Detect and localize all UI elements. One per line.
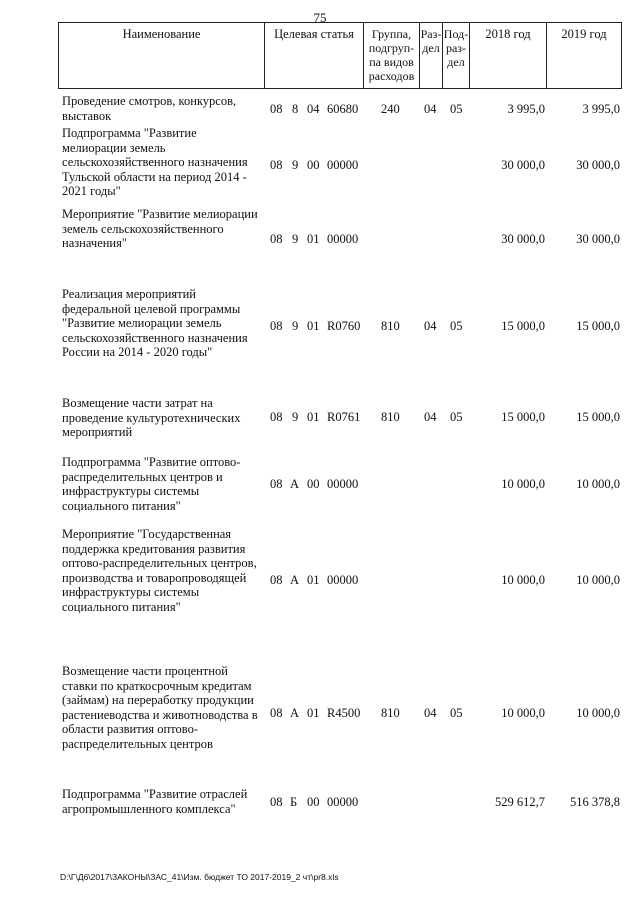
code-3: 04 [307, 102, 320, 116]
header-group: Группа, подгруп-па видов расходов [363, 22, 420, 89]
code-4: R4500 [327, 706, 361, 720]
code-4: 00000 [327, 573, 359, 587]
row-name: Мероприятие "Развитие мелиорации земель сельскохозяйственного назначения" [62, 207, 258, 250]
value-2019: 10 000,0 [576, 573, 620, 587]
code-4: 00000 [327, 158, 359, 172]
row-name: Подпрограмма "Развитие мелиорации земель сельскохозяйственного назначения Тульской области на период 2014 - 2021 годы" [62, 126, 248, 198]
row-name: Реализация мероприятий федеральной целевой программы "Развитие мелиорации земель сельскохозяйственного назначения России на 2014 - 2020 годы" [62, 287, 248, 359]
value-2019: 516 378,8 [570, 795, 620, 809]
code-2: 9 [292, 410, 299, 424]
code-1: 08 [270, 319, 283, 333]
podrazdel-code: 05 [450, 319, 463, 333]
code-1: 08 [270, 573, 283, 587]
code-3: 01 [307, 573, 320, 587]
value-2018: 15 000,0 [501, 410, 545, 424]
value-2018: 10 000,0 [501, 477, 545, 491]
podrazdel-code: 05 [450, 410, 463, 424]
file-path-footer: D:\Г\Д6\2017\ЗАКОНЫ\ЗАС_41\Изм. бюджет ТО 2017-2019_2 чт\pr8.xls [60, 872, 339, 882]
group-code: 810 [381, 319, 400, 333]
code-2: 8 [292, 102, 299, 116]
value-2019: 10 000,0 [576, 477, 620, 491]
row-name: Возмещение части затрат на проведение культуротехнических мероприятий [62, 396, 241, 439]
page-number: 75 [313, 10, 327, 25]
value-2019: 15 000,0 [576, 410, 620, 424]
code-4: 00000 [327, 477, 359, 491]
code-2: Б [290, 795, 298, 809]
code-2: 9 [292, 232, 299, 246]
razdel-code: 04 [424, 410, 437, 424]
code-1: 08 [270, 795, 283, 809]
code-1: 08 [270, 102, 283, 116]
value-2018: 30 000,0 [501, 232, 545, 246]
code-3: 00 [307, 795, 320, 809]
row-name: Мероприятие "Государственная поддержка кредитования развития оптово-распределительных центров, производства и товаропроводящей инфраструктуры системы социального питания" [62, 527, 257, 614]
code-1: 08 [270, 706, 283, 720]
code-3: 00 [307, 158, 320, 172]
row-name: Проведение смотров, конкурсов, выставок [62, 94, 237, 123]
value-2018: 10 000,0 [501, 573, 545, 587]
code-4: R0761 [327, 410, 361, 424]
value-2019: 30 000,0 [576, 158, 620, 172]
code-3: 01 [307, 410, 320, 424]
code-4: 00000 [327, 232, 359, 246]
value-2018: 15 000,0 [501, 319, 545, 333]
code-3: 00 [307, 477, 320, 491]
header-target: Целевая статья [264, 22, 364, 89]
code-1: 08 [270, 477, 283, 491]
code-1: 08 [270, 232, 283, 246]
code-2: 9 [292, 158, 299, 172]
value-2018: 529 612,7 [495, 795, 545, 809]
value-2018: 30 000,0 [501, 158, 545, 172]
code-3: 01 [307, 232, 320, 246]
podrazdel-code: 05 [450, 102, 463, 116]
code-3: 01 [307, 319, 320, 333]
value-2019: 30 000,0 [576, 232, 620, 246]
code-1: 08 [270, 158, 283, 172]
value-2019: 15 000,0 [576, 319, 620, 333]
code-4: 60680 [327, 102, 359, 116]
razdel-code: 04 [424, 706, 437, 720]
value-2019: 10 000,0 [576, 706, 620, 720]
header-2018: 2018 год [469, 22, 547, 89]
code-2: А [290, 573, 300, 587]
razdel-code: 04 [424, 319, 437, 333]
code-4: R0760 [327, 319, 361, 333]
value-2019: 3 995,0 [582, 102, 620, 116]
header-2019: 2019 год [546, 22, 622, 89]
group-code: 810 [381, 706, 400, 720]
header-name: Наименование [58, 22, 265, 89]
code-4: 00000 [327, 795, 359, 809]
header-razdel: Раз-дел [419, 22, 443, 89]
podrazdel-code: 05 [450, 706, 463, 720]
group-code: 810 [381, 410, 400, 424]
value-2018: 10 000,0 [501, 706, 545, 720]
code-3: 01 [307, 706, 320, 720]
row-name: Подпрограмма "Развитие оптово-распределительных центров и инфраструктуры системы социального питания" [62, 455, 241, 513]
group-code: 240 [381, 102, 400, 116]
row-name: Подпрограмма "Развитие отраслей агропромышленного комплекса" [62, 787, 248, 816]
code-2: 9 [292, 319, 299, 333]
code-2: А [290, 706, 300, 720]
razdel-code: 04 [424, 102, 437, 116]
value-2018: 3 995,0 [507, 102, 545, 116]
row-name: Возмещение части процентной ставки по краткосрочным кредитам (займам) на переработку продукции растениеводства и животноводства в области развития оптово-распределительных центров [62, 664, 258, 751]
code-1: 08 [270, 410, 283, 424]
code-2: А [290, 477, 300, 491]
header-podrazdel: Под-раз-дел [442, 22, 470, 89]
